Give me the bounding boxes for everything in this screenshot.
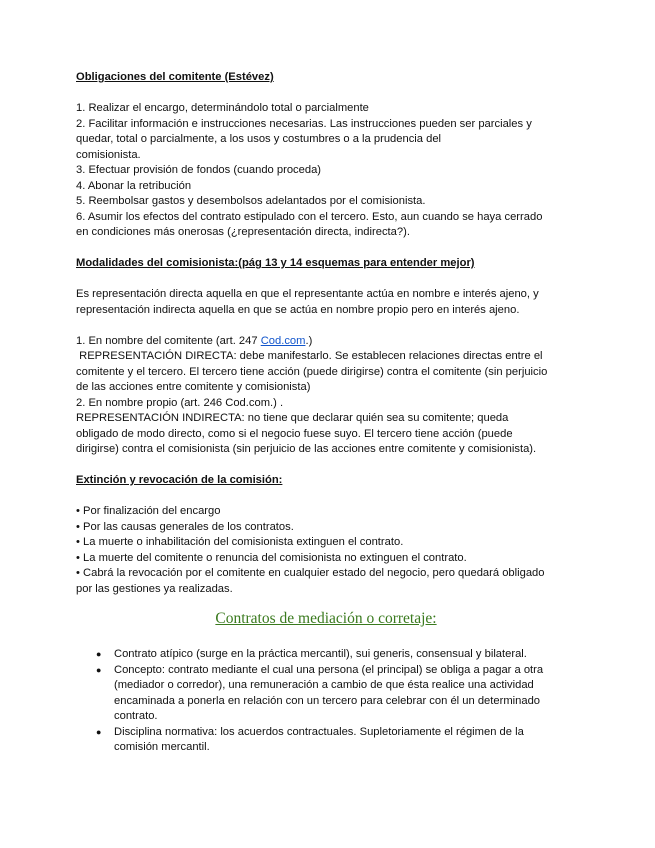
heading-extincion: Extinción y revocación de la comisión:	[76, 474, 283, 486]
list-item	[76, 647, 576, 663]
extincion-line: por las gestiones ya realizadas.	[76, 582, 233, 595]
list-item	[76, 663, 576, 725]
modality-1-suffix: .)	[305, 334, 313, 347]
extincion-line: • Por las causas generales de los contratos.	[76, 520, 294, 533]
obligation-line: 4. Abonar la retribución	[76, 179, 192, 192]
obligation-line: comisionista.	[76, 148, 141, 161]
list-item	[76, 725, 576, 756]
bullet-line: (mediador o corredor), una remuneración a cambio de que ésta realice una actividad	[114, 679, 534, 691]
modality-line: obligado de modo directo, como si el negocio fuese suyo. El tercero tiene acción (puede	[76, 427, 513, 440]
extincion-line: • La muerte o inhabilitación del comisionista extinguen el contrato.	[76, 536, 404, 548]
modality-line: dirigirse) contra el comisionista (sin perjuicio de las acciones entre comitente y comisionista).	[76, 443, 537, 455]
section-title-mediacion: Contratos de mediación o corretaje:	[215, 610, 437, 627]
obligation-line: 6. Asumir los efectos del contrato estipulado con el tercero. Esto, aun cuando se haya cerrado	[76, 210, 543, 223]
modality-1-prefix: 1. En nombre del comitente (art. 247	[76, 334, 261, 347]
mediacion-bullet-list	[76, 647, 576, 756]
modality-line: de las acciones entre comitente y comisionista)	[76, 381, 311, 393]
heading-obligaciones: Obligaciones del comitente (Estévez)	[76, 71, 274, 83]
bullet-line: contrato.	[114, 710, 158, 722]
obligation-line: 1. Realizar el encargo, determinándolo total o parcialmente	[76, 102, 369, 114]
modality-line: comitente y el tercero. El tercero tiene acción (puede dirigirse) contra el comitente (sin perjuicio	[76, 365, 548, 378]
extincion-line: • La muerte del comitente o renuncia del comisionista no extinguen el contrato.	[76, 551, 467, 564]
modality-1-title	[76, 334, 576, 350]
bullet-line: comisión mercantil.	[114, 741, 210, 753]
bullet-line: ● Concepto: contrato mediante el cual una persona (el principal) se obliga a pagar a otra	[114, 663, 544, 676]
obligation-line: 5. Reembolsar gastos y desembolsos adelantados por el comisionista.	[76, 195, 426, 207]
cod-com-link[interactable]: Cod.com	[260, 334, 306, 347]
intro-line: representación indirecta aquella en que se actúa en nombre propio pero en interés ajeno.	[76, 303, 520, 316]
bullet-line: encaminada a ponerla en relación con un tercero para celebrar con él un determinado	[114, 694, 541, 707]
modality-line: REPRESENTACIÓN INDIRECTA: no tiene que declarar quién sea su comitente; queda	[76, 412, 509, 424]
obligation-line: en condiciones más onerosas (¿representación directa, indirecta?).	[76, 226, 410, 238]
extincion-line: • Por finalización del encargo	[76, 505, 221, 517]
bullet-line: ● Disciplina normativa: los acuerdos contractuales. Supletoriamente el régimen de la	[114, 725, 524, 738]
document-page	[76, 70, 576, 756]
extincion-line: • Cabrá la revocación por el comitente en cualquier estado del negocio, pero quedará obligado	[76, 567, 545, 579]
heading-modalidades: Modalidades del comisionista:(pág 13 y 14 esquemas para entender mejor)	[76, 257, 475, 269]
obligation-line: 3. Efectuar provisión de fondos (cuando proceda)	[76, 164, 322, 176]
modality-line: REPRESENTACIÓN DIRECTA: debe manifestarlo. Se establecen relaciones directas entre el	[76, 350, 543, 362]
intro-line: Es representación directa aquella en que el representante actúa en nombre e interés ajeno, y	[76, 288, 539, 300]
modality-line: 2. En nombre propio (art. 246 Cod.com.) .	[76, 396, 284, 409]
obligation-line: quedar, total o parcialmente, a los usos y costumbres o a la prudencia del	[76, 133, 442, 145]
obligation-line: 2. Facilitar información e instrucciones necesarias. Las instrucciones pueden ser parciales y	[76, 117, 532, 130]
bullet-line: ● Contrato atípico (surge en la práctica mercantil), sui generis, consensual y bilateral.	[114, 648, 527, 660]
